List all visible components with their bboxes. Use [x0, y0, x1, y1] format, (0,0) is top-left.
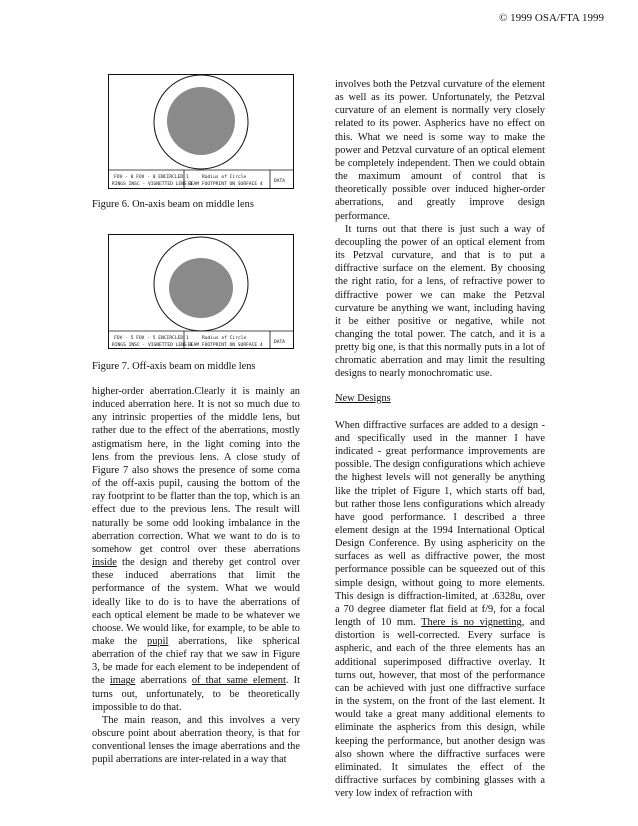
- figure-7-beam-footprint-disk: [169, 258, 233, 318]
- figure-7-caption: Figure 7. Off-axis beam on middle lens: [92, 361, 256, 372]
- figure-6-beam-footprint: [108, 74, 294, 189]
- figure-6-footer-mid-1: Radius of Circle: [202, 175, 247, 180]
- right-paragraph-2: It turns out that there is just such a way of decoupling the power of an optical element from its Petzval curvature, and that is to put a diffractive surface on the element. By choosing the right ratio, for a lens, of refractive power to diffractive power we can make the Petzval curvature be anything we want, including having it be either positive or negative, while not changing the total power. The catch, and it is a pretty big one, is that this normally puts in a lot of chromatic aberration and may limit the resulting designs to nearly monochromatic use.: [335, 223, 545, 380]
- left-paragraph-1: higher-order aberration.Clearly it is mainly an induced aberration here. It is not so much due to any intrinsic properties of the middle lens, but rather due to the effect of the aberrations, mostly astigmatism here, in the light coming into the lens from the previous lens. A close study of Figure 7 also shows the presence of some coma of the off-axis pupil, causing the bottom of the ray footprint to be flatter than the top, which is an effect due to the previous lens. The result will naturally be some odd looking imbalance in the aberration correction. What we want to do is to somehow get control over these aberrations inside the design and thereby get control over these induced aberrations that limit the performance of the system. What we would ideally like to do is to have the aberrations of each optical element be made to be whatever we choose. We would like, for example, to be able to make the pupil aberrations, like spherical aberration of the chief ray that we saw in Figure 3, be made for each element to be independent of the image aberrations of that same element. It turns out, unfortunately, to be theoretically impossible to do that.: [92, 386, 301, 713]
- figure-6-beam-footprint-disk: [167, 87, 235, 155]
- figure-7-footer-right: DATA: [274, 340, 286, 345]
- page-header-copyright: © 1999 OSA/FTA 1999: [499, 12, 604, 24]
- left-paragraph-2: The main reason, and this involves a very obscure point about aberration theory, is that for conventional lenses the image aberrations and the pupil aberrations are inter-related in a way that: [92, 714, 300, 766]
- figure-7-footer-mid-1: Radius of Circle: [202, 336, 247, 341]
- figure-7-footer-mid-2: BEAM FOOTPRINT ON SURFACE 4: [188, 343, 263, 348]
- left-column: [92, 385, 300, 767]
- figure-7-footer-left-2: RINGS INSC - VIGNETTED LENS 3: [112, 343, 193, 348]
- figure-6-caption: Figure 6. On-axis beam on middle lens: [92, 199, 254, 210]
- figure-7-footer-left-1: FOV - 5 FOV - 5 ENCIRCLED 1: [114, 336, 189, 341]
- figure-6-footer-right: DATA: [274, 179, 286, 184]
- figure-6-footer-left-1: FOV - 0 FOV - 0 ENCIRCLED 1: [114, 175, 189, 180]
- figure-7-beam-footprint: [108, 234, 294, 349]
- section-heading-new-designs: New Designs: [335, 392, 391, 404]
- right-paragraph-3: When diffractive surfaces are added to a design - and specifically used in the manner I have indicated - great performance improvements are possible. The design configurations which achieve the highest levels will not generally be anything like the triplet of Figure 1, which starts off bad, but rather those lens configurations which already have good performance. I described a three element design at the 1994 International Optical Design Conference. By using asphericity on the surfaces as well as diffractive power, the most performance possible can be squeezed out of this simple design, without going to more elements. This design is diffraction-limited, at .6328u, over a 70 degree diameter flat field at f/9, for a focal length of 10 mm. There is no vignetting, and distortion is well-corrected. Every surface is aspheric, and each of the three elements has an additional superimposed diffractive overlay. It turns out, however, that most of the performance can be achieved with just one diffractive surface in the system, on the front of the last element. It would take a great many additional elements to eliminate the aspherics from this design, while keeping the performance, but another design was also shown where the diffractive surfaces were eliminated. It simulates the effect of the diffractive surfaces by combining glasses with a very low index of refraction with: [335, 419, 546, 800]
- right-paragraph-1: involves both the Petzval curvature of the element as well as its power. Unfortunately, the Petzval curvature of an element is normally very closely related to its power. Aspherics have no effect on this. What we need is some way to make the power and Petzval curvature of an optical element be completely independent. Then we could obtain the maximum amount of control that is theoretically possible over induced higher-order aberrations, and greatly improve design performance.: [335, 79, 545, 222]
- figure-6-footer-left-2: RINGS INSC - VIGNETTED LENS 3: [112, 182, 193, 187]
- figure-6-footer-mid-2: BEAM FOOTPRINT ON SURFACE 4: [188, 182, 263, 187]
- right-column: [335, 78, 545, 800]
